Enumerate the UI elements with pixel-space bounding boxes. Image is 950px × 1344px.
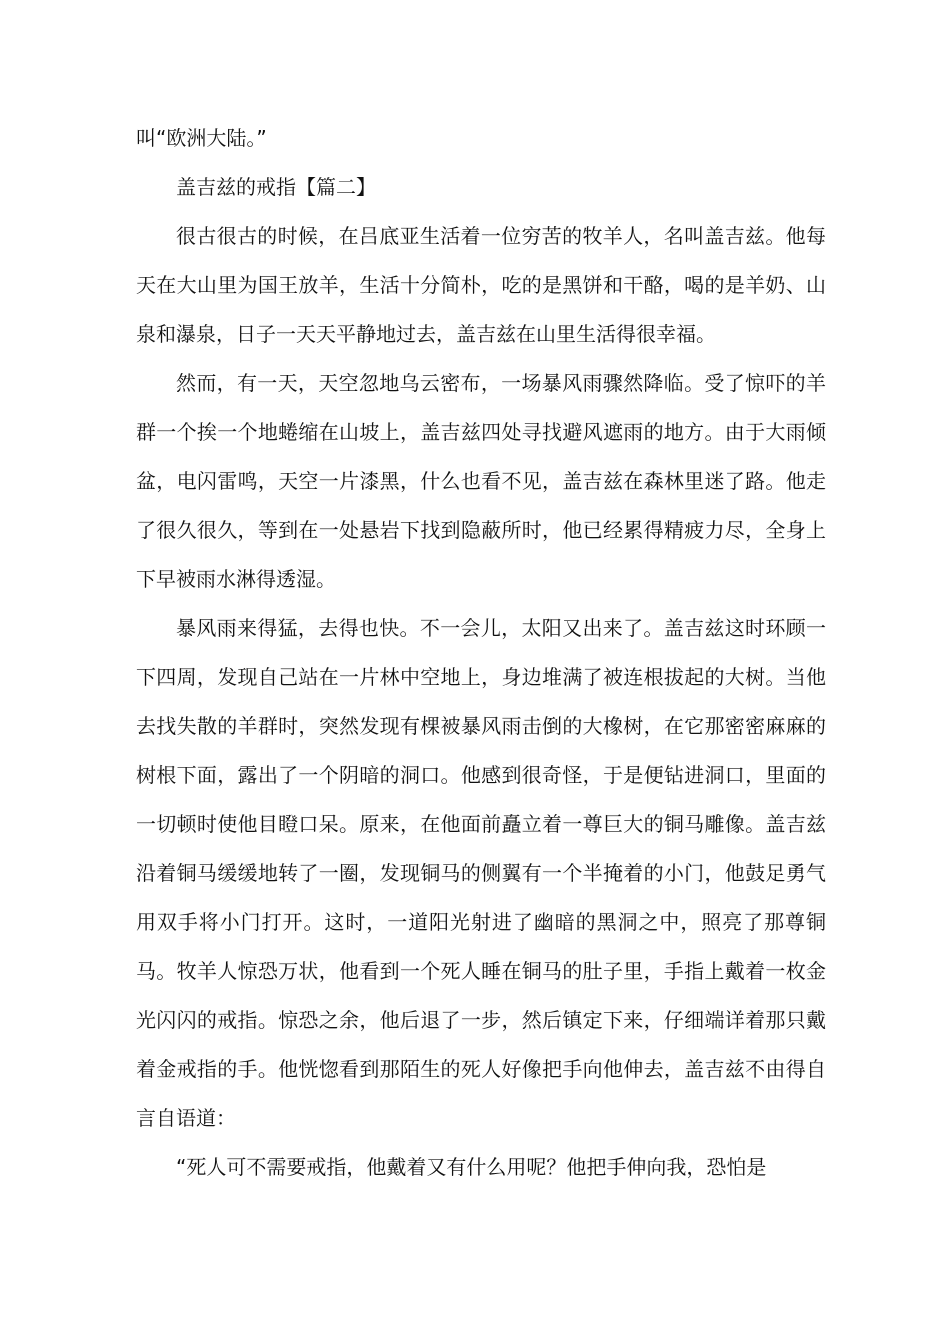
- paragraph-2: 然而，有一天，天空忽地乌云密布，一场暴风雨骤然降临。受了惊吓的羊群一个挨一个地蜷缩在山坡上，盖吉兹四处寻找避风遮雨的地方。由于大雨倾盆，电闪雷鸣，天空一片漆黑，什么也看不见，盖吉兹在森林里迷了路。他走了很久很久，等到在一处悬岩下找到隐蔽所时，他已经累得精疲力尽，全身上下早被雨水淋得透湿。: [136, 371, 826, 591]
- section-heading: 盖吉兹的戒指【篇二】: [176, 175, 376, 199]
- paragraph-1: 很古很古的时候，在吕底亚生活着一位穷苦的牧羊人，名叫盖吉兹。他每天在大山里为国王放羊，生活十分简朴，吃的是黑饼和干酪，喝的是羊奶、山泉和瀑泉，日子一天天平静地过去，盖吉兹在山里生活得很幸福。: [136, 224, 826, 346]
- paragraph-4: “死人可不需要戒指，他戴着又有什么用呢？他把手伸向我，恐怕是: [176, 1155, 767, 1179]
- paragraph-3: 暴风雨来得猛，去得也快。不一会儿，太阳又出来了。盖吉兹这时环顾一下四周，发现自己站在一片林中空地上，身边堆满了被连根拔起的大树。当他去找失散的羊群时，突然发现有棵被暴风雨击倒的大橡树，在它那密密麻麻的树根下面，露出了一个阴暗的洞口。他感到很奇怪，于是便钻进洞口，里面的一切顿时使他目瞪口呆。原来，在他面前矗立着一尊巨大的铜马雕像。盖吉兹沿着铜马缓缓地转了一圈，发现铜马的侧翼有一个半掩着的小门，他鼓足勇气用双手将小门打开。这时，一道阳光射进了幽暗的黑洞之中，照亮了那尊铜马。牧羊人惊恐万状，他看到一个死人睡在铜马的肚子里，手指上戴着一枚金光闪闪的戒指。惊恐之余，他后退了一步，然后镇定下来，仔细端详着那只戴着金戒指的手。他恍惚看到那陌生的死人好像把手向他伸去，盖吉兹不由得自言自语道：: [136, 616, 826, 1130]
- intro-line: 叫“欧洲大陆。”: [136, 126, 267, 150]
- document-body: [136, 114, 826, 1192]
